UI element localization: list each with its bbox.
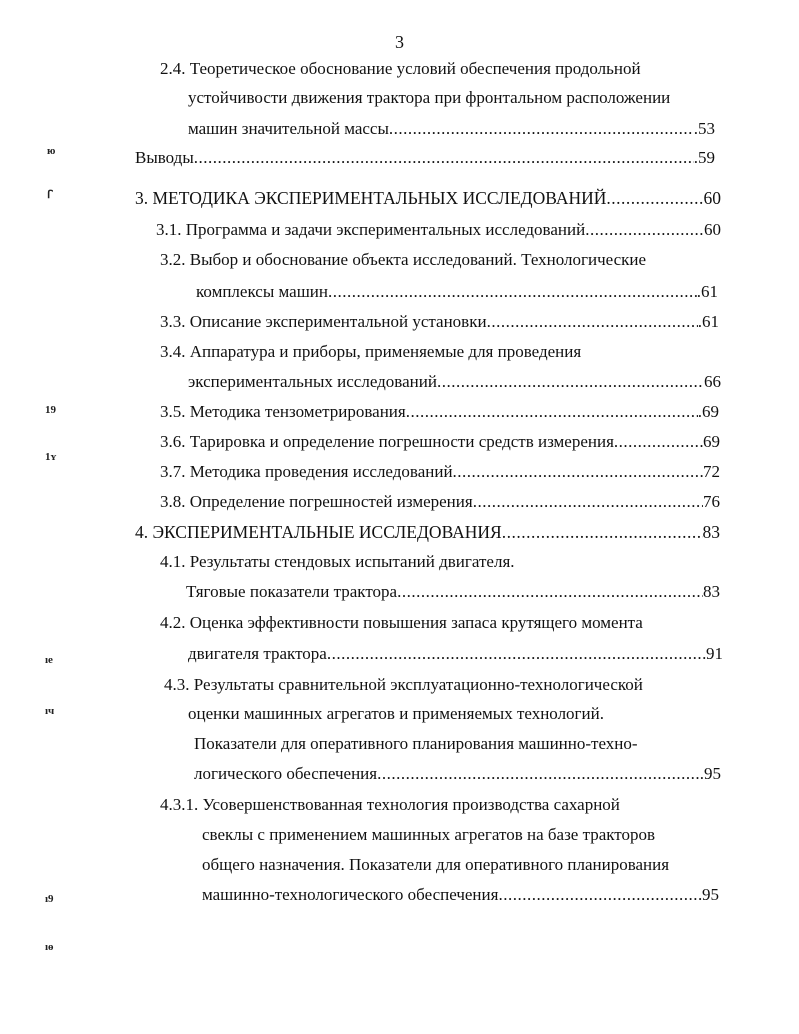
toc-entry-4-2[interactable]: двигателя трактора ..... 91 — [188, 642, 723, 666]
margin-mark: ꓩ — [47, 189, 53, 201]
toc-entry-4-3-1[interactable]: машинно-технологического обеспечения ..... 95 — [202, 883, 719, 907]
margin-mark: 1ʏ — [45, 451, 57, 463]
toc-line-4-3-1-a: 4.3.1. Усовершенствованная технология производства сахарной — [160, 795, 620, 814]
toc-entry-3-4[interactable]: экспериментальных исследований ..... 66 — [188, 370, 721, 394]
toc-chapter-3[interactable]: 3. МЕТОДИКА ЭКСПЕРИМЕНТАЛЬНЫХ ИССЛЕДОВАНИЙ ..... 60 — [135, 186, 721, 210]
margin-mark: ıө — [45, 941, 54, 953]
margin-mark: ю — [47, 145, 56, 157]
toc-entry-3-1[interactable]: 3.1. Программа и задачи экспериментальных исследований ..... 60 — [156, 218, 721, 242]
margin-mark: ıч — [45, 705, 55, 717]
toc-entry-3-6[interactable]: 3.6. Тарировка и определение погрешности средств измерения ..... 69 — [160, 430, 720, 454]
toc-entry-3-3[interactable]: 3.3. Описание экспериментальной установки ..... .61 — [160, 310, 719, 334]
toc-line-2-4-b: устойчивости движения трактора при фронтальном расположении — [188, 88, 671, 107]
toc-line-3-2-a: 3.2. Выбор и обоснование объекта исследований. Технологические — [160, 250, 647, 269]
toc-line-3-4-a: 3.4. Аппаратура и приборы, применяемые для проведения — [160, 342, 582, 361]
toc-entry-conclusions[interactable]: Выводы ..... .59 — [135, 146, 715, 170]
toc-entry-2-4[interactable]: машин значительной массы ..... .53 — [188, 117, 715, 141]
toc-entry-3-5[interactable]: 3.5. Методика тензометрирования ..... .69 — [160, 400, 719, 424]
toc-line-4-3-a: 4.3. Результаты сравнительной эксплуатационно-технологической — [164, 675, 643, 694]
margin-mark: ı9 — [45, 893, 54, 905]
toc-line-4-3-1-c: общего назначения. Показатели для оперативного планирования — [202, 855, 670, 874]
margin-mark: 19 — [45, 404, 56, 416]
toc-line-4-3-c: Показатели для оперативного планирования машинно-техно- — [194, 734, 638, 753]
toc-line-4-3-b: оценки машинных агрегатов и применяемых технологий. — [188, 704, 604, 723]
toc-chapter-4[interactable]: 4. ЭКСПЕРИМЕНТАЛЬНЫЕ ИССЛЕДОВАНИЯ ..... 83 — [135, 520, 720, 544]
toc-line-4-3-1-b: свеклы с применением машинных агрегатов на базе тракторов — [202, 825, 656, 844]
toc-entry-3-7[interactable]: 3.7. Методика проведения исследований ..... 72 — [160, 460, 720, 484]
page-number: 3 — [395, 32, 404, 52]
toc-entry-4-3[interactable]: логического обеспечения ..... .95 — [194, 762, 721, 786]
toc-entry-3-8[interactable]: 3.8. Определение погрешностей измерения ..... 76 — [160, 490, 720, 514]
toc-entry-4-1[interactable]: Тяговые показатели трактора ..... 83 — [186, 580, 720, 604]
toc-line-4-2-a: 4.2. Оценка эффективности повышения запаса крутящего момента — [160, 613, 643, 632]
toc-entry-3-2[interactable]: комплексы машин ..... .61 — [196, 280, 718, 304]
toc-line-4-1-a: 4.1. Результаты стендовых испытаний двигателя. — [160, 552, 515, 571]
toc-line-2-4-a: 2.4. Теоретическое обоснование условий обеспечения продольной — [160, 59, 641, 78]
margin-mark: ıе — [45, 654, 53, 666]
